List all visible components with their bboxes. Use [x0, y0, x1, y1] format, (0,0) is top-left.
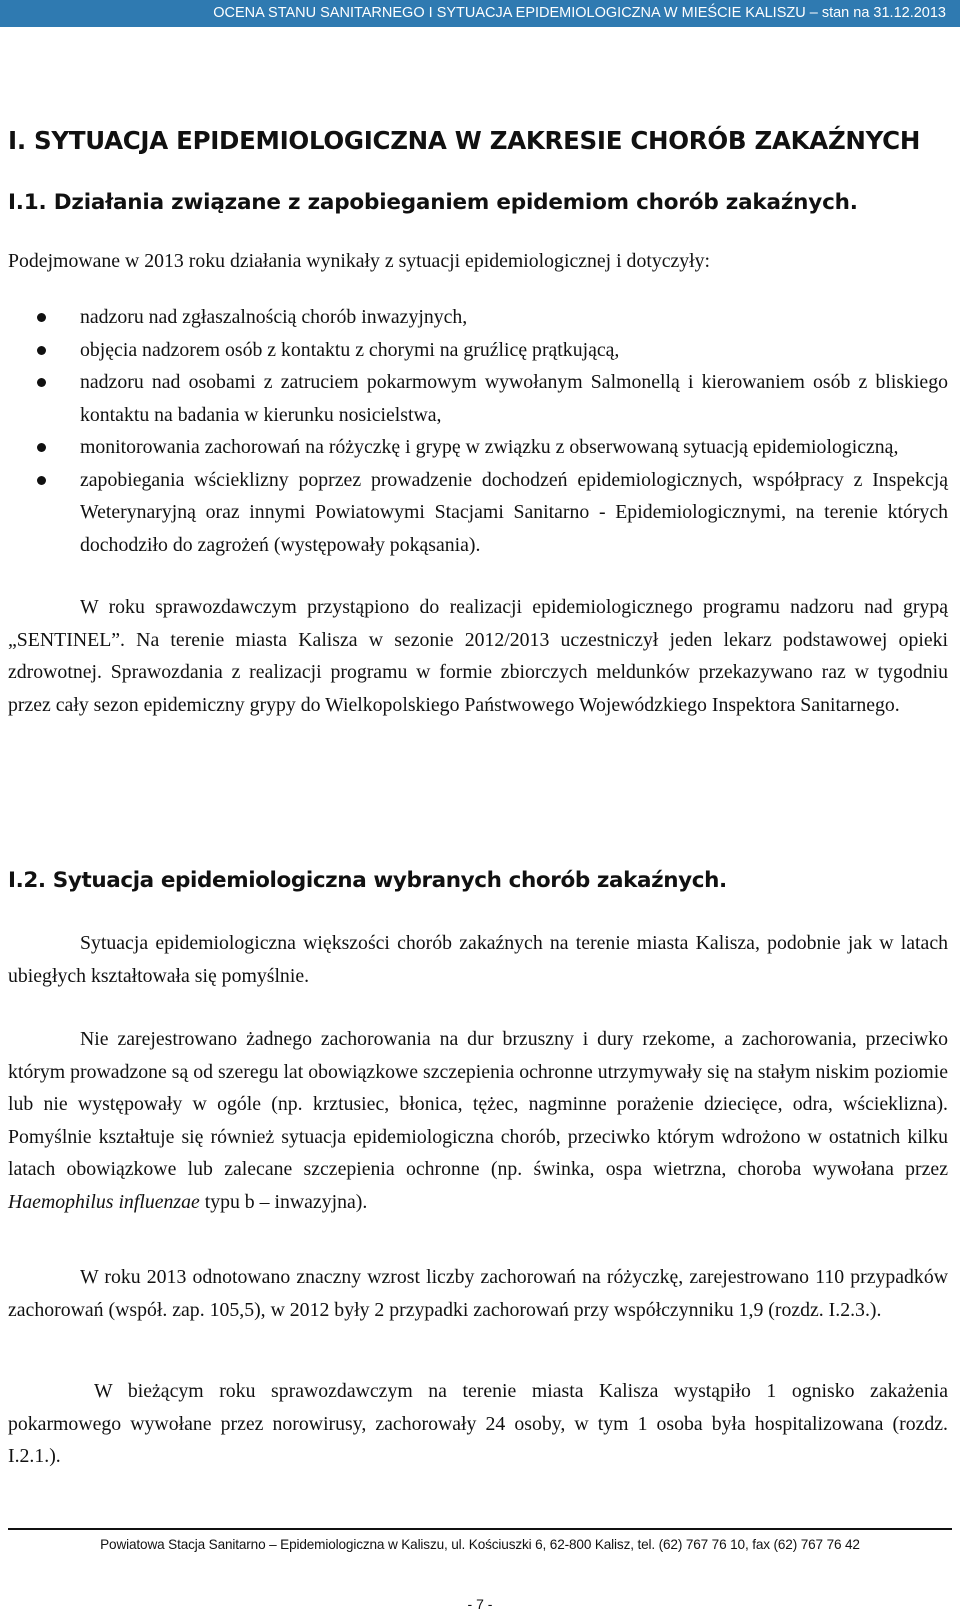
list-item-text: zapobiegania wścieklizny poprzez prowadzenie dochodzeń epidemiologicznych, współpracy z Inspekcją Weterynaryjną oraz innymi Powiatowymi Stacjami Sanitarno - Epidemiologicznymi, na terenie których dochodziło do zagrożeń (występowały pokąsania).	[80, 468, 948, 556]
vaccination-paragraph-end: typu b – inwazyjna).	[199, 1190, 368, 1213]
rubella-paragraph: W roku 2013 odnotowano znaczny wzrost liczby zachorowań na różyczkę, zarejestrowano 110 przypadków zachorowań (współ. zap. 105,5), w 2012 były 2 przypadki zachorowań przy współczynniku 1,9 (rozdz. I.2.3.).	[8, 1266, 948, 1321]
list-item	[0, 334, 948, 367]
sentinel-paragraph: W roku sprawozdawczym przystąpiono do realizacji epidemiologicznego programu nadzoru nad grypą „SENTINEL”. Na terenie miasta Kalisza w sezonie 2012/2013 uczestniczył jeden lekarz podstawowej opieki zdrowotnej. Sprawozdania z realizacji programu w formie zbiorczych meldunków przekazywano raz w tygodniu przez cały sezon epidemiczny grypy do Wielkopolskiego Państwowego Wojewódzkiego Inspektora Sanitarnego.	[8, 596, 948, 716]
subsection-2-title: I.2. Sytuacja epidemiologiczna wybranych chorób zakaźnych.	[8, 868, 727, 893]
norovirus-paragraph: W bieżącym roku sprawozdawczym na terenie miasta Kalisza wystąpiło 1 ognisko zakażenia pokarmowego wywołane przez norowirusy, zachorowały 24 osoby, w tym 1 osoba była hospitalizowana (rozdz. I.2.1.).	[8, 1380, 948, 1467]
list-item-text: objęcia nadzorem osób z kontaktu z chorymi na gruźlicę prątkującą,	[80, 338, 620, 361]
list-item-text: nadzoru nad zgłaszalnością chorób inwazyjnych,	[80, 306, 468, 328]
subsection-1-title: I.1. Działania związane z zapobieganiem epidemiom chorób zakaźnych.	[8, 190, 858, 215]
list-item	[0, 464, 948, 562]
vaccination-paragraph-text: Nie zarejestrowano żadnego zachorowania na dur brzuszny i dury rzekome, a zachorowania, przeciwko którym prowadzone są od szeregu lat obowiązkowe szczepienia ochronne utrzymywały się na stałym niskim poziomie lub nie występowały w ogóle (np. krztusiec, błonica, tężec, nagminne porażenie dziecięce, odra, wścieklizna). Pomyślnie kształtuje się również sytuacja epidemiologiczna chorób, przeciwko którym wdrożono w ostatnich kilku latach obowiązkowe lub zalecane szczepienia ochronne (np. świnka, ospa wietrzna, choroba wywołana przez	[8, 1028, 948, 1180]
situation-paragraph: Sytuacja epidemiologiczna większości chorób zakaźnych na terenie miasta Kalisza, podobnie jak w latach ubiegłych kształtowała się pomyślnie.	[8, 932, 948, 987]
bullet-icon	[37, 443, 46, 452]
section-title: I. SYTUACJA EPIDEMIOLOGICZNA W ZAKRESIE CHORÓB ZAKAŹNYCH	[8, 126, 921, 155]
bullet-icon	[37, 378, 46, 387]
bullet-icon	[37, 476, 46, 485]
running-header-bar	[0, 0, 960, 27]
pathogen-name: Haemophilus influenzae	[8, 1190, 200, 1213]
list-item	[0, 431, 948, 464]
list-item-text: nadzoru nad osobami z zatruciem pokarmowym wywołanym Salmonellą i kierowaniem osób z bliskiego kontaktu na badania w kierunku nosicielstwa,	[80, 371, 948, 426]
running-header-title: OCENA STANU SANITARNEGO I SYTUACJA EPIDEMIOLOGICZNA W MIEŚCIE KALISZU – stan na 31.12.2013	[213, 5, 946, 21]
list-item	[0, 366, 948, 431]
vaccination-paragraph	[8, 1023, 948, 1218]
footer-divider	[8, 1528, 952, 1530]
footer-address: Powiatowa Stacja Sanitarno – Epidemiologiczna w Kaliszu, ul. Kościuszki 6, 62-800 Kalisz, tel. (62) 767 76 10, fax (62) 767 76 42	[100, 1537, 860, 1552]
activities-list	[0, 301, 948, 561]
bullet-icon	[37, 313, 46, 322]
list-item	[0, 301, 948, 334]
list-item-text: monitorowania zachorowań na różyczkę i grypę w związku z obserwowaną sytuacją epidemiologiczną,	[80, 436, 899, 458]
page-number: - 7 -	[467, 1596, 493, 1612]
bullet-icon	[37, 346, 46, 355]
intro-paragraph: Podejmowane w 2013 roku działania wynikały z sytuacji epidemiologicznej i dotyczyły:	[8, 250, 711, 272]
